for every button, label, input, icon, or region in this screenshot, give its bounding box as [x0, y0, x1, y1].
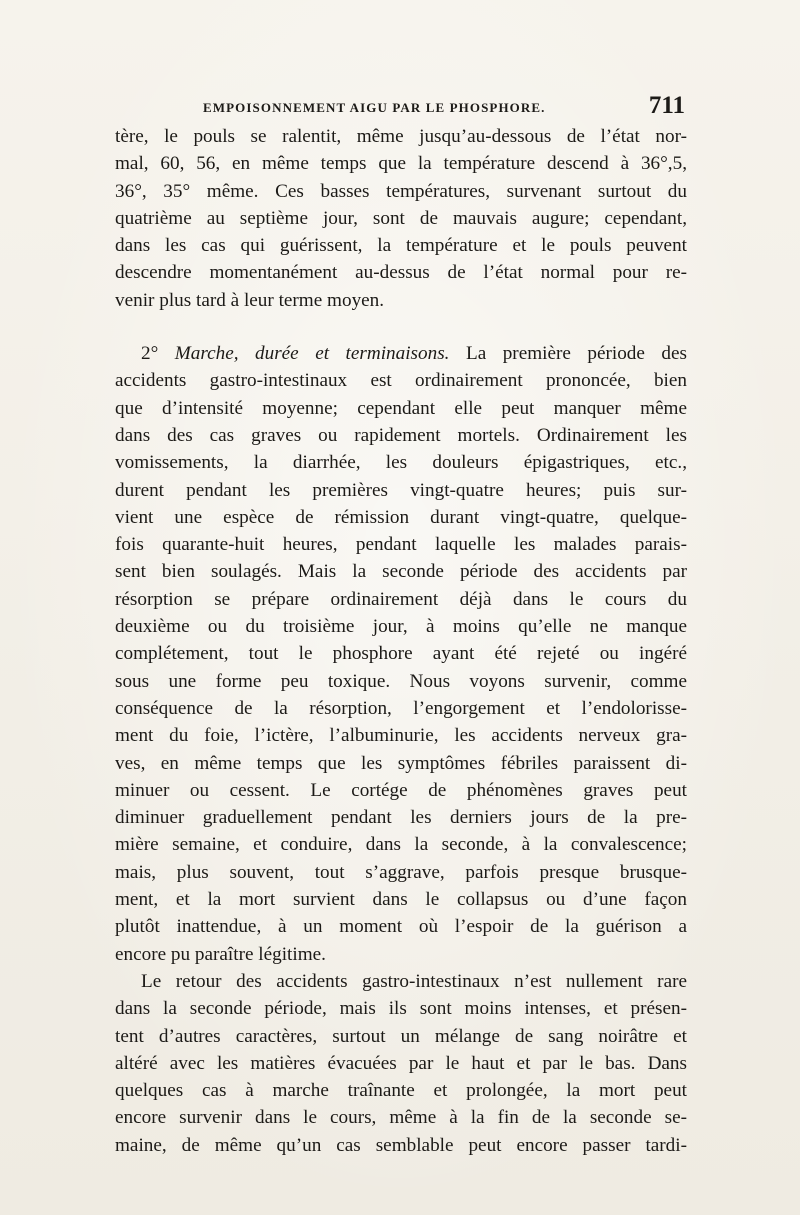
- text-line: vomissements, la diarrhée, les douleurs épigastriques, etc.,: [115, 452, 687, 474]
- text-line: que d’intensité moyenne; cependant elle peut manquer même: [115, 397, 687, 419]
- first-line-rest: La première période des: [449, 343, 687, 365]
- body-text: [115, 123, 687, 1159]
- text-line: altéré avec les matières évacuées par le haut et par le bas. Dans: [115, 1052, 687, 1074]
- text-line: tent d’autres caractères, surtout un mélange de sang noirâtre et: [115, 1025, 687, 1047]
- text-line: quatrième au septième jour, sont de mauvais augure; cependant,: [115, 207, 687, 229]
- text-line: résorption se prépare ordinairement déjà dans le cours du: [115, 588, 687, 610]
- text-line: encore pu paraître légitime.: [115, 943, 326, 965]
- text-line: 36°, 35° même. Ces basses températures, survenant surtout du: [115, 180, 687, 202]
- text-line: venir plus tard à leur terme moyen.: [115, 289, 385, 311]
- page-number: 711: [648, 92, 685, 119]
- text-line: dans la seconde période, mais ils sont moins intenses, et présen-: [115, 998, 687, 1020]
- text-line: complétement, tout le phosphore ayant été rejeté ou ingéré: [115, 643, 687, 665]
- paragraph-2: [115, 340, 687, 968]
- paragraph-gap: [115, 314, 687, 340]
- section-heading: Marche, durée et terminaisons.: [174, 343, 450, 365]
- text-line: deuxième ou du troisième jour, à moins qu’elle ne manque: [115, 616, 687, 638]
- text-line: mal, 60, 56, en même temps que la température descend à 36°,5,: [115, 153, 687, 175]
- text-line: plutôt inattendue, à un moment où l’espoir de la guérison a: [115, 916, 687, 938]
- page-header: [115, 94, 685, 124]
- text-line: ment du foie, l’ictère, l’albuminurie, les accidents nerveux gra-: [115, 725, 687, 747]
- text-line: dans les cas qui guérissent, la température et le pouls peuvent: [115, 235, 687, 257]
- section-number: 2°: [141, 343, 175, 365]
- text-line: vient une espèce de rémission durant vingt-quatre, quelque-: [115, 506, 687, 528]
- paragraph-2-first-line: [115, 340, 687, 367]
- text-line: Le retour des accidents gastro-intestinaux n’est nullement rare: [141, 970, 687, 992]
- paragraph-3: [115, 968, 687, 1159]
- text-line: ment, et la mort survient dans le collapsus ou d’une façon: [115, 889, 687, 911]
- text-line: sent bien soulagés. Mais la seconde période des accidents par: [115, 561, 687, 583]
- text-line: quelques cas à marche traînante et prolongée, la mort peut: [115, 1080, 687, 1102]
- paragraph-1: [115, 123, 687, 314]
- text-line: dans des cas graves ou rapidement mortels. Ordinairement les: [115, 424, 687, 446]
- text-line: fois quarante-huit heures, pendant laquelle les malades parais-: [115, 534, 687, 556]
- text-line: maine, de même qu’un cas semblable peut encore passer tardi-: [115, 1134, 687, 1156]
- text-line: encore survenir dans le cours, même à la fin de la seconde se-: [115, 1107, 687, 1129]
- text-line: tère, le pouls se ralentit, même jusqu’au-dessous de l’état nor-: [115, 126, 687, 147]
- text-line: accidents gastro-intestinaux est ordinairement prononcée, bien: [115, 370, 687, 392]
- text-line: minuer ou cessent. Le cortége de phénomènes graves peut: [115, 779, 687, 801]
- text-line: sous une forme peu toxique. Nous voyons survenir, comme: [115, 670, 687, 692]
- text-line: durent pendant les premières vingt-quatre heures; puis sur-: [115, 479, 687, 501]
- text-line: mais, plus souvent, tout s’aggrave, parfois presque brusque-: [115, 861, 687, 883]
- text-line: descendre momentanément au-dessus de l’état normal pour re-: [115, 262, 687, 284]
- text-line: mière semaine, et conduire, dans la seconde, à la convalescence;: [115, 834, 687, 856]
- running-title: EMPOISONNEMENT AIGU PAR LE PHOSPHORE.: [203, 100, 546, 115]
- text-line: ves, en même temps que les symptômes fébriles paraissent di-: [115, 752, 687, 774]
- text-line: conséquence de la résorption, l’engorgement et l’endolorisse-: [115, 697, 687, 719]
- text-line: diminuer graduellement pendant les derniers jours de la pre-: [115, 807, 687, 829]
